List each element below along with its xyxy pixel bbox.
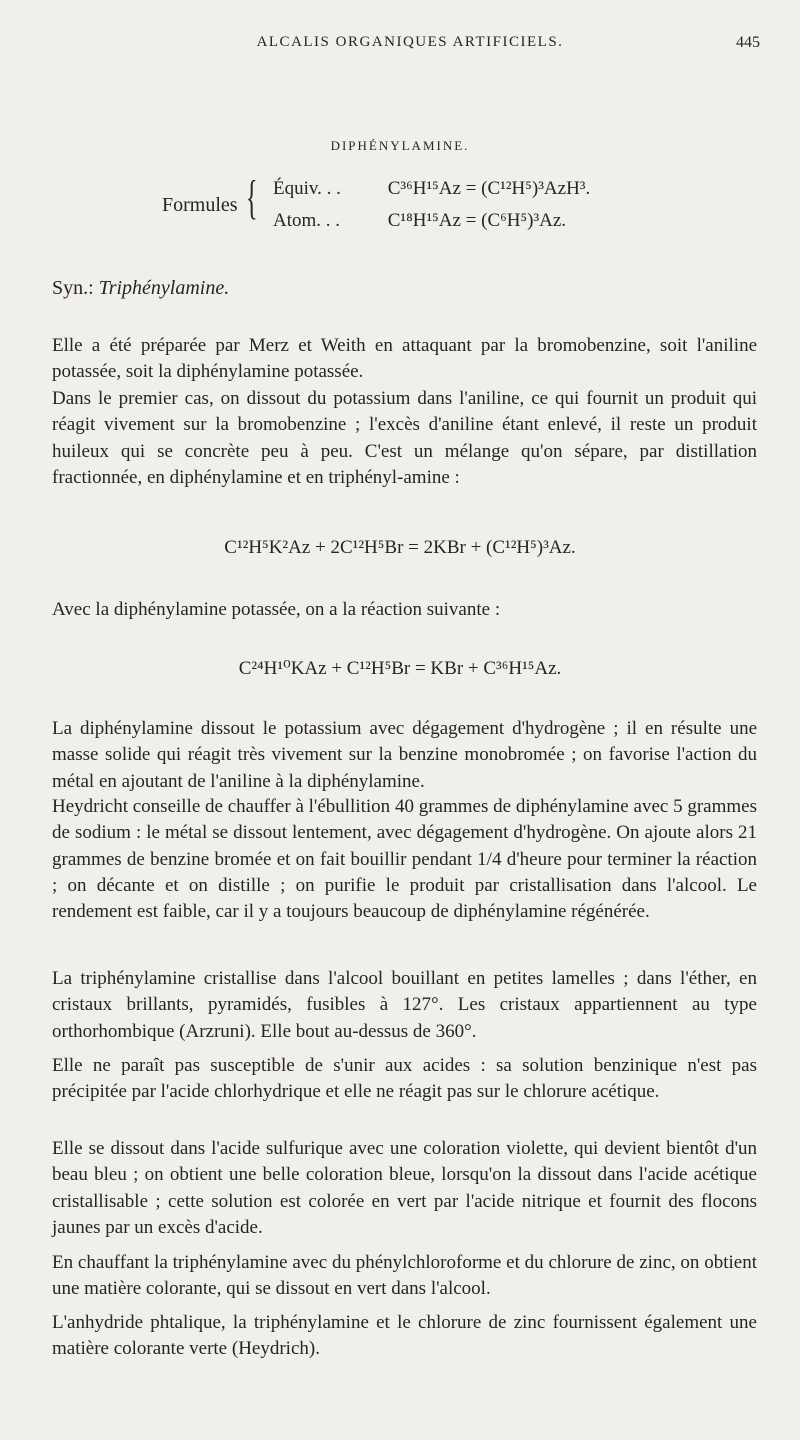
synonym-name: Triphénylamine. xyxy=(98,277,230,299)
synonym-line xyxy=(52,277,229,300)
formula-value: C³⁶H¹⁵Az = (C¹²H⁵)³AzH³. xyxy=(387,178,591,199)
paragraph: Heydricht conseille de chauffer à l'ébullition 40 grammes de diphénylamine avec 5 grammes de sodium : le métal se dissout lentement, avec dégagement d'hydrogène. On ajoute alors 21 grammes de benzine bromée et on fait bouillir pendant 1/4 d'heure pour terminer la réaction ; on décante et on distille ; on purifie le produit par cristallisation dans l'alcool. Le rendement est faible, car il y a toujours beaucoup de diphénylamine régénérée. xyxy=(52,796,757,923)
paragraph: L'anhydride phtalique, la triphénylamine et le chlorure de zinc fournissent également une matière colorante verte (Heydrich). xyxy=(52,1312,757,1360)
equation: C²⁴H¹⁰KAz + C¹²H⁵Br = KBr + C³⁶H¹⁵Az. xyxy=(238,658,562,679)
paragraph: Dans le premier cas, on dissout du potassium dans l'aniline, ce qui fournit un produit qui réagit vivement sur la bromobenzine ; l'excès d'aniline étant enlevé, il reste un produit huileux qui se concrète peu à peu. C'est un mélange qu'on sépare, par distillation fractionnée, en diphénylamine et en triphényl-amine : xyxy=(52,388,757,488)
section-title: DIPHÉNYLAMINE. xyxy=(330,138,470,153)
paragraph: En chauffant la triphénylamine avec du phénylchloroforme et du chlorure de zinc, on obtient une matière colorante, qui se dissout en vert dans l'alcool. xyxy=(52,1252,757,1300)
equation: C¹²H⁵K²Az + 2C¹²H⁵Br = 2KBr + (C¹²H⁵)³Az. xyxy=(224,537,576,558)
paragraph: La triphénylamine cristallise dans l'alcool bouillant en petites lamelles ; dans l'éther, en cristaux brillants, pyramidés, fusibles à 127°. Les cristaux appartiennent au type orthorhombique (Arzruni). Elle bout au-dessus de 360°. xyxy=(52,968,757,1042)
formula-label: Formules xyxy=(162,194,238,216)
formula-kind: Équiv. . . xyxy=(273,178,341,199)
paragraph: Elle ne paraît pas susceptible de s'unir aux acides : sa solution benzinique n'est pas précipitée par l'acide chlorhydrique et elle ne réagit pas sur le chlorure acétique. xyxy=(52,1055,757,1103)
formula-row-equiv xyxy=(273,178,590,200)
formula-value: C¹⁸H¹⁵Az = (C⁶H⁵)³Az. xyxy=(387,210,567,231)
page-number: 445 xyxy=(736,34,760,51)
formula-kind: Atom. . . xyxy=(273,210,341,231)
synonym-prefix: Syn.: xyxy=(52,277,99,299)
running-head: ALCALIS ORGANIQUES ARTIFICIELS. xyxy=(256,34,564,50)
paragraph: Avec la diphénylamine potassée, on a la réaction suivante : xyxy=(52,599,501,620)
paragraph: Elle a été préparée par Merz et Weith en attaquant par la bromobenzine, soit l'aniline potassée, soit la diphénylamine potassée. xyxy=(52,335,757,383)
brace-icon: { xyxy=(246,171,258,224)
formula-block xyxy=(162,170,762,250)
formula-row-atom xyxy=(273,210,566,232)
paragraph: La diphénylamine dissout le potassium avec dégagement d'hydrogène ; il en résulte une masse solide qui réagit très vivement sur la benzine monobromée ; on favorise l'action du métal en ajoutant de l'aniline à la diphénylamine. xyxy=(52,718,757,792)
paragraph: Elle se dissout dans l'acide sulfurique avec une coloration violette, qui devient bientôt d'un beau bleu ; on obtient une belle coloration bleue, lorsqu'on la dissout dans l'acide acétique cristallisable ; cette solution est colorée en vert par l'acide nitrique et fournit des flocons jaunes par un excès d'acide. xyxy=(52,1138,757,1238)
